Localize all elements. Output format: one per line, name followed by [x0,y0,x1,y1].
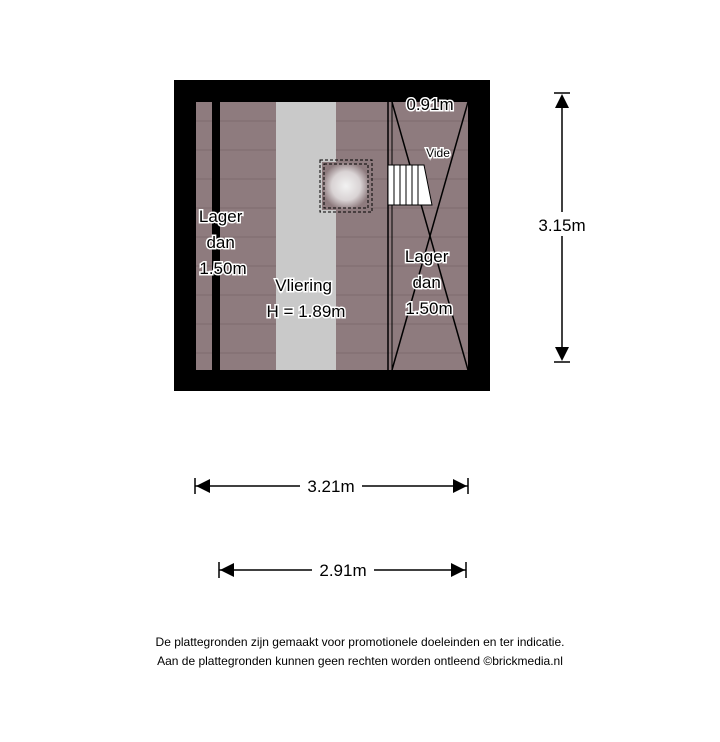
room-label-lager-right: Lager dan 1.50m [404,247,453,318]
room-label-lager-left: Lager dan 1.50m [198,207,247,278]
dimension-height [530,93,594,362]
full-height-zone [276,102,336,370]
disclaimer-line-1: De plattegronden zijn gemaakt voor promotionele doeleinden en ter indicatie. [155,635,565,649]
room-label-vliering: Vliering H = 1.89m [266,276,346,321]
svg-text:2.91m: 2.91m [319,561,367,580]
dimension-outer-width [195,474,468,498]
svg-text:3.15m: 3.15m [538,216,586,235]
svg-text:0.91m: 0.91m [406,95,454,114]
dimension-inner-width [219,558,466,582]
vide-label: Vide [426,146,450,160]
skylight [320,160,372,212]
staircase [388,165,432,205]
svg-text:3.21m: 3.21m [307,477,355,496]
disclaimer-line-2: Aan de plattegronden kunnen geen rechten worden ontleend ©brickmedia.nl [157,654,563,668]
